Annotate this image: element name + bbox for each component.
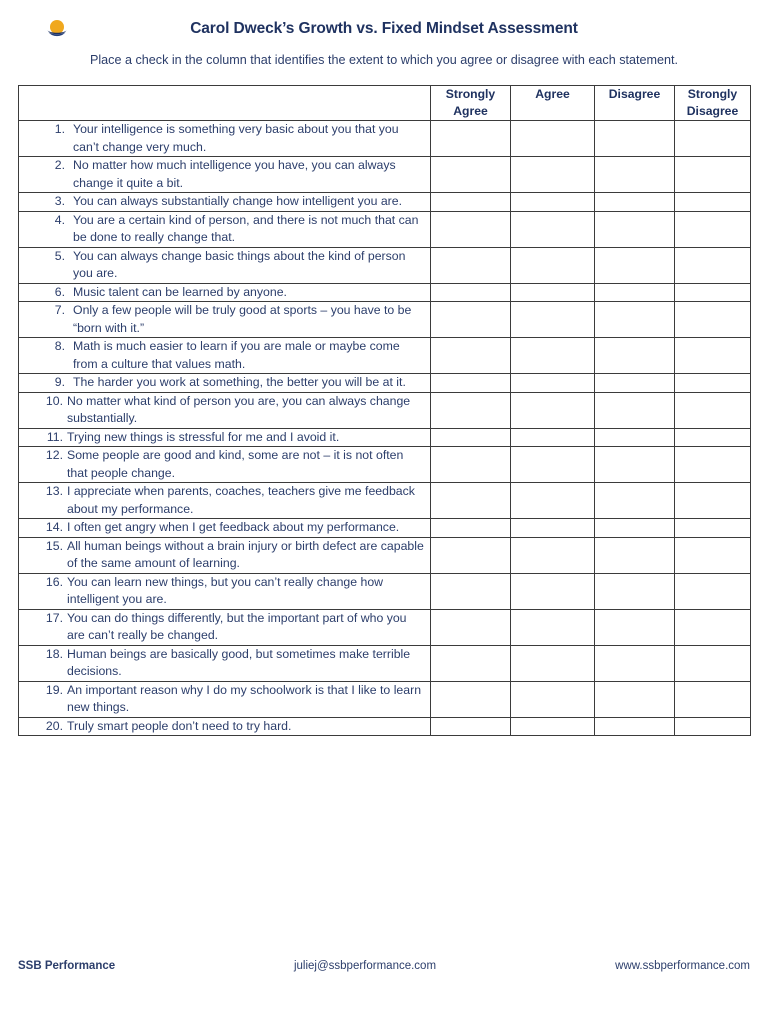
answer-cell-strongly-disagree[interactable]: [675, 519, 751, 538]
page-title: Carol Dweck’s Growth vs. Fixed Mindset Assessment: [190, 20, 578, 37]
answer-cell-strongly-agree[interactable]: [431, 609, 511, 645]
table-row: [19, 447, 751, 483]
answer-cell-disagree[interactable]: [595, 483, 675, 519]
statement-cell: [19, 717, 431, 736]
statement-cell: [19, 338, 431, 374]
table-row: [19, 247, 751, 283]
statement-number: 12.: [45, 448, 63, 462]
answer-cell-strongly-disagree[interactable]: [675, 717, 751, 736]
answer-cell-strongly-agree[interactable]: [431, 392, 511, 428]
answer-cell-agree[interactable]: [511, 157, 595, 193]
answer-cell-strongly-disagree[interactable]: [675, 302, 751, 338]
answer-cell-disagree[interactable]: [595, 302, 675, 338]
statement-number: 6.: [54, 284, 65, 299]
statement-number: 11.: [46, 429, 63, 444]
statement-number: 4.: [54, 212, 65, 227]
statement-cell: [19, 645, 431, 681]
table-row: [19, 157, 751, 193]
statement-text: I often get angry when I get feedback about my performance.: [67, 520, 400, 534]
answer-cell-disagree[interactable]: [595, 283, 675, 302]
table-row: [19, 193, 751, 212]
statement-cell: [19, 681, 431, 717]
statement-number: 19.: [45, 682, 63, 697]
answer-cell-strongly-disagree[interactable]: [675, 428, 751, 447]
table-body: [19, 121, 751, 736]
statement-cell: [19, 211, 431, 247]
answer-cell-agree[interactable]: [511, 392, 595, 428]
answer-cell-strongly-agree[interactable]: [431, 247, 511, 283]
answer-cell-strongly-agree[interactable]: [431, 283, 511, 302]
statement-cell: [19, 483, 431, 519]
answer-cell-agree[interactable]: [511, 645, 595, 681]
instruction-text: Place a check in the column that identifies the extent to which you agree or disagree with each statement.: [89, 53, 679, 67]
answer-cell-strongly-agree[interactable]: [431, 338, 511, 374]
table-row: [19, 537, 751, 573]
answer-cell-strongly-agree[interactable]: [431, 717, 511, 736]
answer-cell-disagree[interactable]: [595, 609, 675, 645]
answer-cell-agree[interactable]: [511, 717, 595, 736]
statement-cell: [19, 247, 431, 283]
table-row: [19, 609, 751, 645]
statement-cell: [19, 447, 431, 483]
survey-table-container: [18, 85, 750, 736]
answer-cell-strongly-agree[interactable]: [431, 157, 511, 193]
statement-cell: [19, 193, 431, 212]
statement-text: You can always substantially change how intelligent you are.: [73, 194, 403, 208]
table-row: [19, 645, 751, 681]
statement-cell: [19, 537, 431, 573]
answer-cell-strongly-agree[interactable]: [431, 211, 511, 247]
statement-cell: [19, 283, 431, 302]
header-row: [19, 86, 751, 121]
table-row: [19, 302, 751, 338]
statement-number: 5.: [54, 248, 65, 263]
answer-cell-strongly-agree[interactable]: [431, 193, 511, 212]
answer-cell-agree[interactable]: [511, 283, 595, 302]
answer-cell-disagree[interactable]: [595, 211, 675, 247]
answer-cell-strongly-agree[interactable]: [431, 302, 511, 338]
answer-cell-strongly-agree[interactable]: [431, 121, 511, 157]
answer-cell-strongly-disagree[interactable]: [675, 681, 751, 717]
mindset-assessment-table: [18, 85, 751, 736]
answer-cell-strongly-disagree[interactable]: [675, 247, 751, 283]
answer-cell-strongly-agree[interactable]: [431, 374, 511, 393]
table-row: [19, 483, 751, 519]
answer-cell-strongly-agree[interactable]: [431, 573, 511, 609]
statement-text: You can always change basic things about the kind of person you are.: [73, 248, 406, 280]
answer-cell-strongly-disagree[interactable]: [675, 573, 751, 609]
statement-text: Truly smart people don’t need to try hard.: [67, 718, 292, 733]
answer-cell-strongly-disagree[interactable]: [675, 283, 751, 302]
statement-number: 16.: [45, 574, 63, 589]
statement-text: You can learn new things, but you can’t really change how intelligent you are.: [67, 574, 384, 606]
statement-cell: [19, 302, 431, 338]
answer-cell-strongly-disagree[interactable]: [675, 211, 751, 247]
answer-cell-disagree[interactable]: [595, 374, 675, 393]
table-row: [19, 573, 751, 609]
statement-cell: [19, 392, 431, 428]
answer-cell-disagree[interactable]: [595, 681, 675, 717]
statement-cell: [19, 374, 431, 393]
answer-cell-disagree[interactable]: [595, 193, 675, 212]
statement-number: 2.: [54, 158, 65, 172]
statement-number: 15.: [45, 538, 63, 553]
answer-cell-disagree[interactable]: [595, 537, 675, 573]
answer-cell-agree[interactable]: [511, 609, 595, 645]
answer-cell-strongly-disagree[interactable]: [675, 447, 751, 483]
statement-text: No matter how much intelligence you have, you can always change it quite a bit.: [73, 158, 396, 190]
answer-cell-agree[interactable]: [511, 537, 595, 573]
column-header-agree: Agree: [511, 86, 595, 121]
answer-cell-agree[interactable]: [511, 338, 595, 374]
answer-cell-disagree[interactable]: [595, 717, 675, 736]
statement-text: Human beings are basically good, but sometimes make terrible decisions.: [67, 646, 411, 678]
statement-cell: [19, 519, 431, 538]
answer-cell-agree[interactable]: [511, 193, 595, 212]
answer-cell-agree[interactable]: [511, 247, 595, 283]
answer-cell-disagree[interactable]: [595, 447, 675, 483]
answer-cell-agree[interactable]: [511, 447, 595, 483]
answer-cell-strongly-disagree[interactable]: [675, 193, 751, 212]
answer-cell-disagree[interactable]: [595, 338, 675, 374]
table-row: [19, 374, 751, 393]
column-header-strongly-disagree: Strongly Disagree: [675, 86, 751, 121]
statement-number: 13.: [45, 484, 63, 498]
answer-cell-agree[interactable]: [511, 573, 595, 609]
statement-text: Music talent can be learned by anyone.: [73, 284, 287, 299]
answer-cell-agree[interactable]: [511, 121, 595, 157]
table-row: [19, 211, 751, 247]
answer-cell-strongly-agree[interactable]: [431, 428, 511, 447]
footer-website: www.ssbperformance.com: [615, 960, 750, 972]
answer-cell-agree[interactable]: [511, 483, 595, 519]
table-header: [19, 86, 751, 121]
column-header-strongly-agree: Strongly Agree: [431, 86, 511, 121]
page-footer: [0, 960, 768, 980]
table-row: [19, 428, 751, 447]
column-header-statement: [19, 86, 431, 121]
answer-cell-strongly-disagree[interactable]: [675, 609, 751, 645]
statement-number: 14.: [45, 520, 63, 534]
answer-cell-agree[interactable]: [511, 428, 595, 447]
answer-cell-strongly-agree[interactable]: [431, 645, 511, 681]
statement-text: You can do things differently, but the important part of who you are can’t really be changed.: [67, 610, 407, 642]
answer-cell-disagree[interactable]: [595, 157, 675, 193]
statement-cell: [19, 157, 431, 193]
answer-cell-strongly-disagree[interactable]: [675, 374, 751, 393]
statement-text: Math is much easier to learn if you are male or maybe come from a culture that values math.: [73, 339, 400, 371]
answer-cell-agree[interactable]: [511, 681, 595, 717]
answer-cell-disagree[interactable]: [595, 428, 675, 447]
column-header-disagree: Disagree: [595, 86, 675, 121]
table-row: [19, 519, 751, 538]
statement-number: 20.: [45, 718, 63, 733]
answer-cell-strongly-disagree[interactable]: [675, 338, 751, 374]
answer-cell-strongly-agree[interactable]: [431, 483, 511, 519]
answer-cell-agree[interactable]: [511, 302, 595, 338]
statement-text: All human beings without a brain injury or birth defect are capable of the same amount of learning.: [67, 538, 424, 570]
table-row: [19, 392, 751, 428]
statement-number: 1.: [54, 122, 65, 136]
statement-text: Trying new things is stressful for me and I avoid it.: [67, 429, 340, 444]
answer-cell-disagree[interactable]: [595, 247, 675, 283]
statement-number: 18.: [45, 646, 63, 661]
answer-cell-agree[interactable]: [511, 519, 595, 538]
statement-cell: [19, 609, 431, 645]
statement-text: The harder you work at something, the better you will be at it.: [73, 375, 406, 389]
footer-organization: SSB Performance: [18, 960, 116, 972]
table-row: [19, 681, 751, 717]
table-row: [19, 338, 751, 374]
table-row: [19, 121, 751, 157]
statement-text: No matter what kind of person you are, you can always change substantially.: [67, 393, 411, 425]
answer-cell-disagree[interactable]: [595, 645, 675, 681]
statement-number: 7.: [54, 303, 65, 317]
answer-cell-disagree[interactable]: [595, 519, 675, 538]
statement-cell: [19, 573, 431, 609]
answer-cell-agree[interactable]: [511, 374, 595, 393]
statement-text: Only a few people will be truly good at sports – you have to be “born with it.”: [73, 303, 412, 335]
answer-cell-strongly-disagree[interactable]: [675, 392, 751, 428]
statement-number: 17.: [45, 610, 63, 625]
table-row: [19, 283, 751, 302]
answer-cell-strongly-disagree[interactable]: [675, 483, 751, 519]
statement-cell: [19, 428, 431, 447]
answer-cell-strongly-agree[interactable]: [431, 447, 511, 483]
statement-text: You are a certain kind of person, and there is not much that can be done to really change that.: [73, 212, 419, 244]
statement-text: I appreciate when parents, coaches, teachers give me feedback about my performance.: [67, 484, 415, 516]
answer-cell-agree[interactable]: [511, 211, 595, 247]
answer-cell-strongly-disagree[interactable]: [675, 645, 751, 681]
statement-number: 3.: [54, 194, 65, 208]
statement-text: An important reason why I do my schoolwork is that I like to learn new things.: [67, 682, 422, 714]
answer-cell-strongly-disagree[interactable]: [675, 537, 751, 573]
statement-number: 8.: [54, 339, 65, 353]
answer-cell-strongly-agree[interactable]: [431, 537, 511, 573]
answer-cell-disagree[interactable]: [595, 121, 675, 157]
answer-cell-strongly-agree[interactable]: [431, 681, 511, 717]
statement-number: 9.: [54, 375, 65, 389]
statement-number: 10.: [45, 393, 63, 408]
answer-cell-strongly-disagree[interactable]: [675, 121, 751, 157]
answer-cell-disagree[interactable]: [595, 573, 675, 609]
statement-cell: [19, 121, 431, 157]
answer-cell-disagree[interactable]: [595, 392, 675, 428]
statement-text: Some people are good and kind, some are not – it is not often that people change.: [67, 448, 404, 480]
table-row: [19, 717, 751, 736]
statement-text: Your intelligence is something very basic about you that you can’t change very much.: [73, 122, 399, 154]
answer-cell-strongly-agree[interactable]: [431, 519, 511, 538]
answer-cell-strongly-disagree[interactable]: [675, 157, 751, 193]
footer-email: juliej@ssbperformance.com: [293, 960, 437, 972]
